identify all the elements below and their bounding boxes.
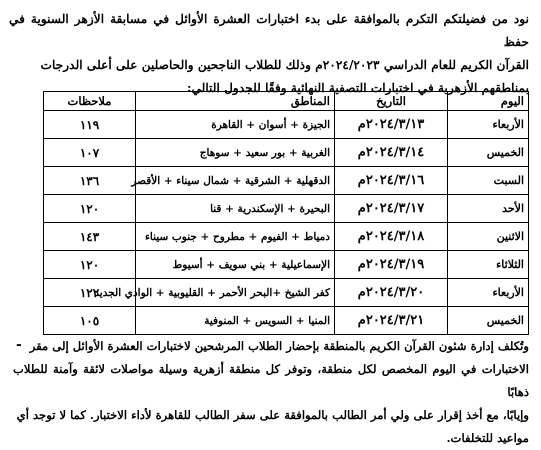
table-row [44,251,529,279]
cell-day: الأربعاء [448,279,529,307]
cell-date: ٢٠٢٤/٣/١٦م [335,167,448,195]
table-row [44,195,529,223]
outro-line-2: الاختبارات في اليوم المخصص لكل منطقة، وتوفر كل منطقة أزهرية وسيلة مواصلات لائقة وآمنة للطلاب ذهابًا [13,362,529,399]
cell-regions: الدقهلية + الشرقية + شمال سيناء + الأقصر [136,167,335,195]
schedule-table [43,91,529,335]
cell-notes: ١٠٧ [44,139,136,167]
cell-notes: ١١٩ [44,111,136,139]
table-row [44,167,529,195]
bullet-dash: - [16,337,22,353]
table-row [44,139,529,167]
cell-regions: كفر الشيخ +البحر الأحمر + القليوبية + الوادي الجديد [136,279,335,307]
cell-date: ٢٠٢٤/٣/١٣م [335,111,448,139]
cell-day: الاثنين [448,223,529,251]
cell-date: ٢٠٢٤/٣/٢٠م [335,279,448,307]
cell-notes: ١٢٢ [44,279,136,307]
cell-day: الأربعاء [448,111,529,139]
cell-regions: الإسماعيلية + بني سويف + أسيوط [136,251,335,279]
table-row [44,223,529,251]
outro-paragraph [13,335,529,450]
cell-notes: ١٢٠ [44,251,136,279]
header-regions: المناطق [136,92,335,111]
cell-day: الخميس [448,139,529,167]
cell-notes: ١٢٠ [44,195,136,223]
intro-line-2: القرآن الكريم للعام الدراسي ٢٠٢٤/٢٠٢٣م وذلك للطلاب الناجحين والحاصلين على أعلى الدرجات [40,58,529,72]
cell-regions: البحيرة + الإسكندرية + قنا [136,195,335,223]
cell-day: الأحد [448,195,529,223]
cell-regions: دمياط + الفيوم + مطروح + جنوب سيناء [136,223,335,251]
cell-regions: المنيا + السويس + المنوفية [136,307,335,335]
table-row [44,307,529,335]
table-header-row [44,92,529,111]
intro-line-3: بمناطقهم الأزهرية في اختبارات التصفية النهائية وفقًا للجدول التالي: [186,81,529,95]
table-row [44,111,529,139]
cell-regions: الجيزة + أسوان + القاهرة [136,111,335,139]
outro-line-4: مواعيد للتخلفات. [446,431,529,445]
cell-date: ٢٠٢٤/٣/١٩م [335,251,448,279]
cell-notes: ١٣٦ [44,167,136,195]
outro-line-1: وتُكلف إدارة شئون القرآن الكريم بالمنطقة بإحضار الطلاب المرشحين لاختبارات العشرة الأوائل إلى مقر [29,339,529,353]
cell-notes: ١٤٣ [44,223,136,251]
intro-paragraph [9,8,529,100]
cell-regions: الغربية + بور سعيد + سوهاج [136,139,335,167]
intro-line-1: نود من فضيلتكم التكرم بالموافقة على بدء اختبارات العشرة الأوائل في مسابقة الأزهر السنوية في حفظ [9,12,529,49]
cell-date: ٢٠٢٤/٣/١٧م [335,195,448,223]
cell-date: ٢٠٢٤/٣/١٤م [335,139,448,167]
header-day: اليوم [448,92,529,111]
cell-day: الخميس [448,307,529,335]
cell-date: ٢٠٢٤/٣/١٨م [335,223,448,251]
cell-day: السبت [448,167,529,195]
cell-notes: ١٠٥ [44,307,136,335]
outro-line-3: وإيابًا، مع أخذ إقرار على ولي أمر الطالب بالموافقة على سفر الطالب للقاهرة لأداء الاختبار. كما لا توجد أي [16,408,529,422]
table-row [44,279,529,307]
header-date: التاريخ [335,92,448,111]
cell-day: الثلاثاء [448,251,529,279]
header-notes: ملاحظات [44,92,136,111]
cell-date: ٢٠٢٤/٣/٢١م [335,307,448,335]
